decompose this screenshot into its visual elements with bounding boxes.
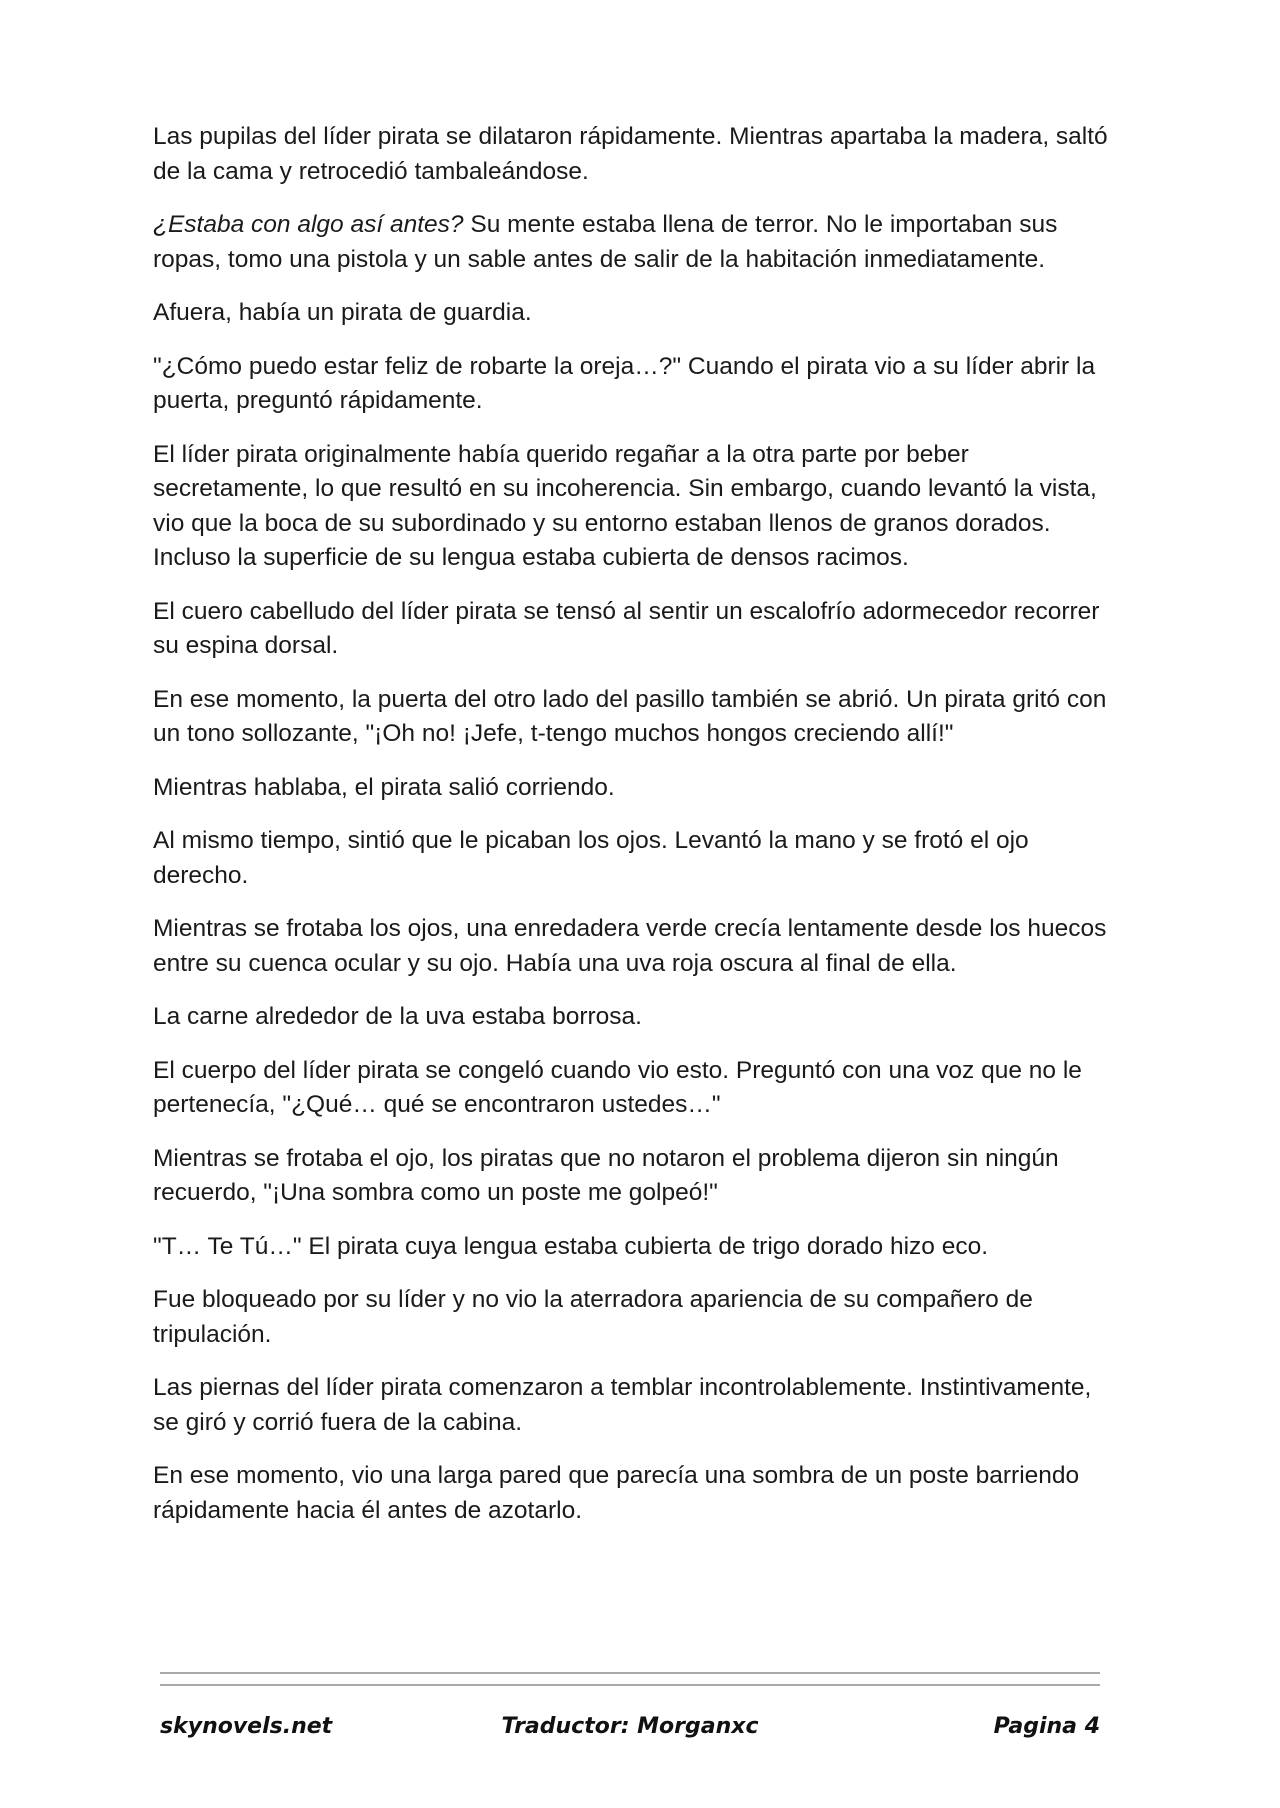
body-text	[153, 120, 1113, 1547]
paragraph-16: Las piernas del líder pirata comenzaron a temblar incontrolablemente. Instintivamente, se giró y corrió fuera de la cabina.	[153, 1374, 1092, 1436]
paragraph-2: ¿Estaba con algo así antes? Su mente estaba llena de terror. No le importaban sus ropas, tomo una pistola y un sable antes de salir de la habitación inmediatamente.	[153, 211, 1058, 273]
paragraph-8: Mientras hablaba, el pirata salió corriendo.	[153, 773, 615, 801]
paragraph-1: Las pupilas del líder pirata se dilataron rápidamente. Mientras apartaba la madera, saltó de la cama y retrocedió tambaleándose.	[153, 123, 1108, 185]
paragraph-13: Mientras se frotaba el ojo, los piratas que no notaron el problema dijeron sin ningún recuerdo, "¡Una sombra como un poste me golpeó!"	[153, 1144, 1059, 1206]
page-footer	[160, 1714, 1100, 1748]
paragraph-3: Afuera, había un pirata de guardia.	[153, 299, 532, 326]
paragraph-11: La carne alrededor de la uva estaba borrosa.	[153, 1003, 642, 1030]
footer-divider-top	[160, 1672, 1100, 1674]
paragraph-17: En ese momento, vio una larga pared que parecía una sombra de un poste barriendo rápidamente hacia él antes de azotarlo.	[153, 1462, 1080, 1524]
paragraph-6: El cuero cabelludo del líder pirata se tensó al sentir un escalofrío adormecedor recorrer su espina dorsal.	[153, 597, 1100, 659]
footer-translator: Traductor: Morganxc	[501, 1714, 759, 1739]
paragraph-10: Mientras se frotaba los ojos, una enredadera verde crecía lentamente desde los huecos entre su cuenca ocular y su ojo. Había una uva roja oscura al final de ella.	[153, 915, 1107, 977]
paragraph-5: El líder pirata originalmente había querido regañar a la otra parte por beber secretamente, lo que resultó en su incoherencia. Sin embargo, cuando levantó la vista, vio que la boca de su subordinado y su entorno estaban llenos de granos dorados. Incluso la superficie de su lengua estaba cubierta de densos racimos.	[153, 440, 1097, 571]
paragraph-15: Fue bloqueado por su líder y no vio la aterradora apariencia de su compañero de tripulación.	[153, 1286, 1033, 1348]
paragraph-12: El cuerpo del líder pirata se congeló cuando vio esto. Preguntó con una voz que no le pertenecía, "¿Qué… qué se encontraron ustedes…"	[153, 1056, 1082, 1118]
italic-thought: ¿Estaba con algo así antes?	[153, 211, 464, 238]
footer-divider-bottom	[160, 1684, 1100, 1686]
footer-page-number: Pagina 4	[993, 1714, 1100, 1739]
paragraph-9: Al mismo tiempo, sintió que le picaban los ojos. Levantó la mano y se frotó el ojo derecho.	[153, 827, 1029, 889]
paragraph-14: "T… Te Tú…" El pirata cuya lengua estaba cubierta de trigo dorado hizo eco.	[153, 1232, 988, 1260]
paragraph-4: "¿Cómo puedo estar feliz de robarte la oreja…?" Cuando el pirata vio a su líder abrir la puerta, preguntó rápidamente.	[153, 352, 1096, 414]
footer-site: skynovels.net	[160, 1714, 333, 1739]
paragraph-7: En ese momento, la puerta del otro lado del pasillo también se abrió. Un pirata gritó con un tono sollozante, "¡Oh no! ¡Jefe, t-tengo muchos hongos creciendo allí!"	[153, 685, 1107, 747]
